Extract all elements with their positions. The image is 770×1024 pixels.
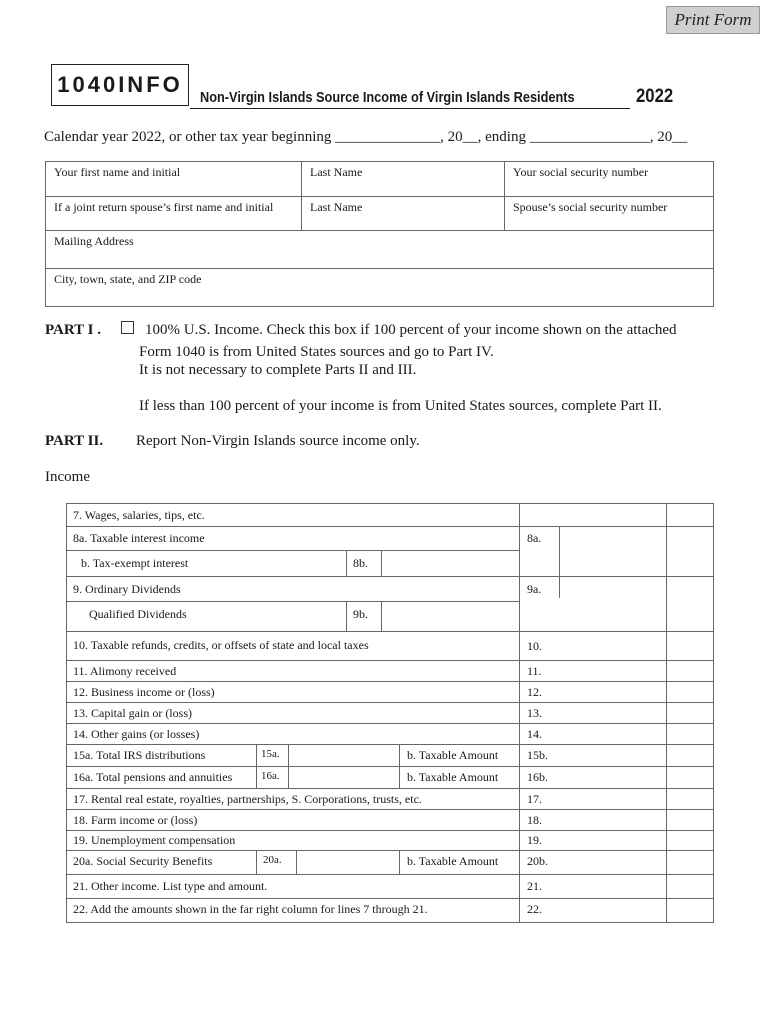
form-id-box	[51, 64, 189, 106]
line16b-number: 16b.	[527, 770, 548, 784]
line20b-amount[interactable]	[667, 850, 713, 874]
spouse-ssn-field[interactable]	[505, 197, 713, 231]
line13-amount[interactable]	[667, 702, 713, 723]
line12-label: 12. Business income or (loss)	[73, 685, 215, 699]
line10-label: 10. Taxable refunds, credits, or offsets of state and local taxes	[73, 638, 369, 652]
city-state-zip-field[interactable]	[46, 269, 713, 306]
line15a-box-label: 15a.	[261, 748, 280, 760]
last-name-field[interactable]	[302, 162, 505, 197]
spouse-ssn-label: Spouse’s social security number	[513, 200, 668, 214]
first-name-field[interactable]	[46, 162, 302, 197]
spouse-first-name-field[interactable]	[46, 197, 302, 231]
line17-number: 17.	[527, 792, 542, 806]
line7-label: 7. Wages, salaries, tips, etc.	[73, 508, 205, 522]
line9b-amount[interactable]	[382, 601, 519, 631]
line22-number: 22.	[527, 902, 542, 916]
line20b-label: b. Taxable Amount	[407, 854, 499, 868]
title-rule	[190, 108, 630, 109]
calendar-year-line: Calendar year 2022, or other tax year beginning ______________, 20__, ending ________________, 20__	[44, 129, 688, 145]
line22-amount[interactable]	[667, 898, 713, 922]
line15b-amount[interactable]	[667, 744, 713, 766]
line8a-amount[interactable]	[560, 526, 666, 576]
part2-label: PART II.	[45, 433, 104, 449]
line18-amount[interactable]	[667, 809, 713, 830]
line14-label: 14. Other gains (or losses)	[73, 727, 200, 741]
spouse-last-name-field[interactable]	[302, 197, 505, 231]
ssn-field[interactable]	[505, 162, 713, 197]
line9b-number: 9b.	[353, 607, 368, 621]
line21-amount[interactable]	[667, 874, 713, 898]
line16b-amount[interactable]	[667, 766, 713, 788]
line8a-number: 8a.	[527, 531, 542, 545]
first-name-label: Your first name and initial	[54, 165, 181, 179]
line17-amount[interactable]	[667, 788, 713, 809]
line9b-label: Qualified Dividends	[89, 607, 187, 621]
line7-amount[interactable]	[667, 504, 713, 526]
part1-line1: 100% U.S. Income. Check this box if 100 percent of your income shown on the attached	[145, 322, 677, 338]
line15a-label: 15a. Total IRS distributions	[73, 748, 206, 762]
print-form-button[interactable]: Print Form	[666, 6, 760, 34]
line10-amount[interactable]	[667, 631, 713, 660]
spouse-last-name-label: Last Name	[310, 200, 363, 214]
line10-number: 10.	[527, 639, 542, 653]
line12-amount[interactable]	[667, 681, 713, 702]
line15b-label: b. Taxable Amount	[407, 748, 499, 762]
part2-text: Report Non-Virgin Islands source income only.	[136, 433, 420, 449]
line16a-label: 16a. Total pensions and annuities	[73, 770, 233, 784]
mailing-address-field[interactable]	[46, 231, 713, 269]
line11-amount[interactable]	[667, 660, 713, 681]
line21-number: 21.	[527, 879, 542, 893]
line8a-label: 8a. Taxable interest income	[73, 531, 205, 545]
line22-label: 22. Add the amounts shown in the far right column for lines 7 through 21.	[73, 902, 428, 916]
line11-label: 11. Alimony received	[73, 664, 177, 678]
line16a-amount[interactable]	[289, 766, 399, 788]
line8b-label: b. Tax-exempt interest	[81, 556, 189, 570]
line20a-box-label: 20a.	[263, 854, 282, 866]
spouse-first-name-label: If a joint return spouse’s first name and initial	[54, 200, 274, 214]
line9a-number: 9a.	[527, 582, 542, 596]
line8b-number: 8b.	[353, 556, 368, 570]
identity-grid	[45, 161, 714, 307]
part1-line4: If less than 100 percent of your income is from United States sources, complete Part II.	[139, 398, 662, 414]
form-year: 2022	[636, 86, 674, 107]
line21-label: 21. Other income. List type and amount.	[73, 879, 268, 893]
line19-number: 19.	[527, 833, 542, 847]
part1-line3: It is not necessary to complete Parts II and III.	[139, 362, 417, 378]
line20a-label: 20a. Social Security Benefits	[73, 854, 213, 868]
line12-number: 12.	[527, 685, 542, 699]
income-table	[66, 503, 714, 923]
form-id: 1040INFO	[57, 72, 183, 97]
line9a-label: 9. Ordinary Dividends	[73, 582, 181, 596]
line11-number: 11.	[527, 664, 542, 678]
col-line-num-left	[519, 504, 520, 922]
city-state-zip-label: City, town, state, and ZIP code	[54, 272, 202, 286]
form-title: Non-Virgin Islands Source Income of Virgin Islands Residents	[200, 90, 575, 106]
line13-number: 13.	[527, 706, 542, 720]
ssn-label: Your social security number	[513, 165, 649, 179]
line19-amount[interactable]	[667, 830, 713, 850]
line20b-number: 20b.	[527, 854, 548, 868]
income-heading: Income	[45, 469, 90, 485]
line16a-box-label: 16a.	[261, 770, 280, 782]
line16b-label: b. Taxable Amount	[407, 770, 499, 784]
line18-label: 18. Farm income or (loss)	[73, 813, 198, 827]
line19-label: 19. Unemployment compensation	[73, 833, 236, 847]
line8b-amount[interactable]	[382, 550, 519, 576]
part1-label: PART I .	[45, 322, 102, 338]
last-name-label: Last Name	[310, 165, 363, 179]
line14-number: 14.	[527, 727, 542, 741]
line15a-amount[interactable]	[289, 744, 399, 766]
line18-number: 18.	[527, 813, 542, 827]
part1-line2: Form 1040 is from United States sources and go to Part IV.	[139, 344, 494, 360]
line14-amount[interactable]	[667, 723, 713, 744]
line9a-amount[interactable]	[560, 576, 666, 631]
line15b-number: 15b.	[527, 748, 548, 762]
line20a-amount[interactable]	[297, 850, 399, 874]
us-income-checkbox[interactable]	[121, 321, 134, 334]
line17-label: 17. Rental real estate, royalties, partnerships, S. Corporations, trusts, etc.	[73, 792, 422, 806]
line13-label: 13. Capital gain or (loss)	[73, 706, 192, 720]
mailing-address-label: Mailing Address	[54, 234, 134, 248]
